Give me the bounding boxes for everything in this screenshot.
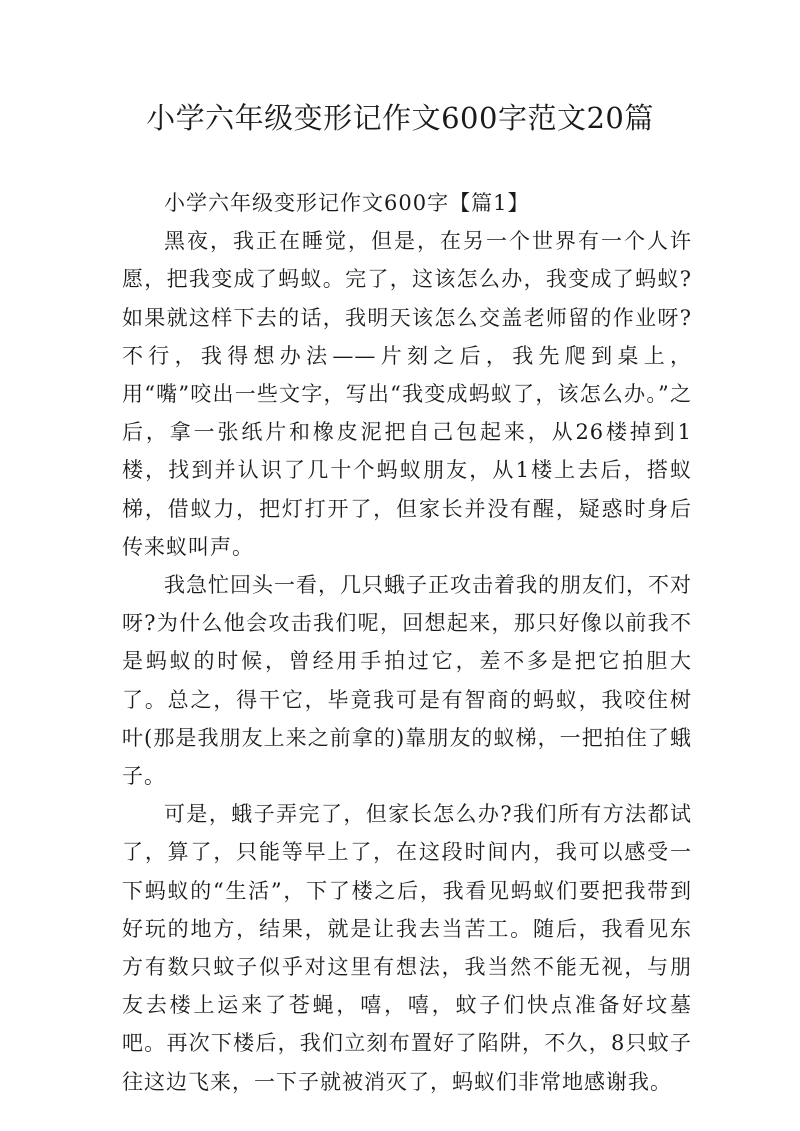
paragraph: 黑夜，我正在睡觉，但是，在另一个世界有一个人许愿，把我变成了蚂蚁。完了，这该怎么办，我变成了蚂蚁?如果就这样下去的话，我明天该怎么交盖老师留的作业呀?不行，我得想办法——片刻之后，我先爬到桌上，用“嘴”咬出一些文字，写出“我变成蚂蚁了，该怎么办。”之后，拿一张纸片和橡皮泥把自己包起来，从26楼掉到1楼，找到并认识了几十个蚂蚁朋友，从1楼上去后，搭蚁梯，借蚁力，把灯打开了，但家长并没有醒，疑惑时身后传来蚁叫声。 bbox=[122, 229, 692, 559]
section-heading: 小学六年级变形记作文600字【篇1】 bbox=[164, 191, 530, 215]
document-title: 小学六年级变形记作文600字范文20篇 bbox=[146, 101, 654, 135]
document-body bbox=[122, 184, 692, 1101]
paragraph: 我急忙回头一看，几只蛾子正攻击着我的朋友们，不对呀?为什么他会攻击我们呢，回想起来，那只好像以前我不是蚂蚁的时候，曾经用手拍过它，差不多是把它拍胆大了。总之，得干它，毕竟我可是有智商的蚂蚁，我咬住树叶(那是我朋友上来之前拿的)靠朋友的蚁梯，一把拍住了蛾子。 bbox=[122, 573, 692, 789]
paragraph: 可是，蛾子弄完了，但家长怎么办?我们所有方法都试了，算了，只能等早上了，在这段时间内，我可以感受一下蚂蚁的“生活”，下了楼之后，我看见蚂蚁们要把我带到好玩的地方，结果，就是让我去当苦工。随后，我看见东方有数只蚊子似乎对这里有想法，我当然不能无视，与朋友去楼上运来了苍蝇，嘻，嘻，蚊子们快点准备好坟墓吧。再次下楼后，我们立刻布置好了陷阱，不久，8只蚊子往这边飞来，一下子就被消灭了，蚂蚁们非常地感谢我。 bbox=[122, 802, 692, 1094]
